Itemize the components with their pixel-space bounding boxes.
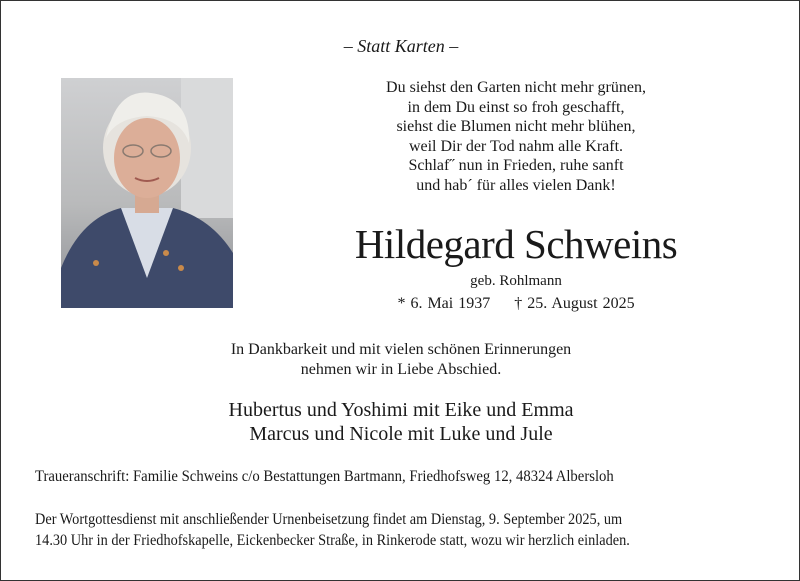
family-names <box>151 398 651 446</box>
mourning-address: Traueranschrift: Familie Schweins c/o Bestattungen Bartmann, Friedhofsweg 12, 48324 Albersloh <box>35 468 614 485</box>
death-date: † 25. August 2025 <box>514 295 635 312</box>
birth-date: * 6. Mai 1937 <box>397 295 491 312</box>
portrait-photo <box>61 78 233 308</box>
poem-line: und hab´ für alles vielen Dank! <box>416 176 616 194</box>
family-line: Hubertus und Yoshimi mit Eike und Emma <box>228 399 574 421</box>
deceased-name: Hildegard Schweins <box>354 221 678 267</box>
service-info <box>35 509 630 551</box>
poem-line: weil Dir der Tod nahm alle Kraft. <box>408 137 624 155</box>
farewell-text <box>151 340 651 380</box>
birth-name: geb. Rohlmann <box>470 273 562 289</box>
service-line: 14.30 Uhr in der Friedhofskapelle, Eickenbecker Straße, in Rinkerode statt, wozu wir herzlich einladen. <box>35 532 630 549</box>
poem <box>316 78 716 195</box>
life-dates <box>316 295 716 313</box>
poem-line: in dem Du einst so froh geschafft, <box>407 98 625 116</box>
farewell-line: In Dankbarkeit und mit vielen schönen Erinnerungen <box>230 341 572 358</box>
poem-line: Schlaf˝ nun in Frieden, ruhe sanft <box>408 157 624 174</box>
statt-karten-heading: – Statt Karten – <box>343 36 459 56</box>
farewell-line: nehmen wir in Liebe Abschied. <box>300 361 502 378</box>
service-line: Der Wortgottesdienst mit anschließender Urnenbeisetzung findet am Dienstag, 9. September 2025, um <box>35 511 623 528</box>
portrait-image <box>61 78 233 308</box>
poem-line: siehst die Blumen nicht mehr blühen, <box>396 118 636 135</box>
family-line: Marcus und Nicole mit Luke und Jule <box>249 423 553 445</box>
poem-line: Du siehst den Garten nicht mehr grünen, <box>386 79 646 96</box>
